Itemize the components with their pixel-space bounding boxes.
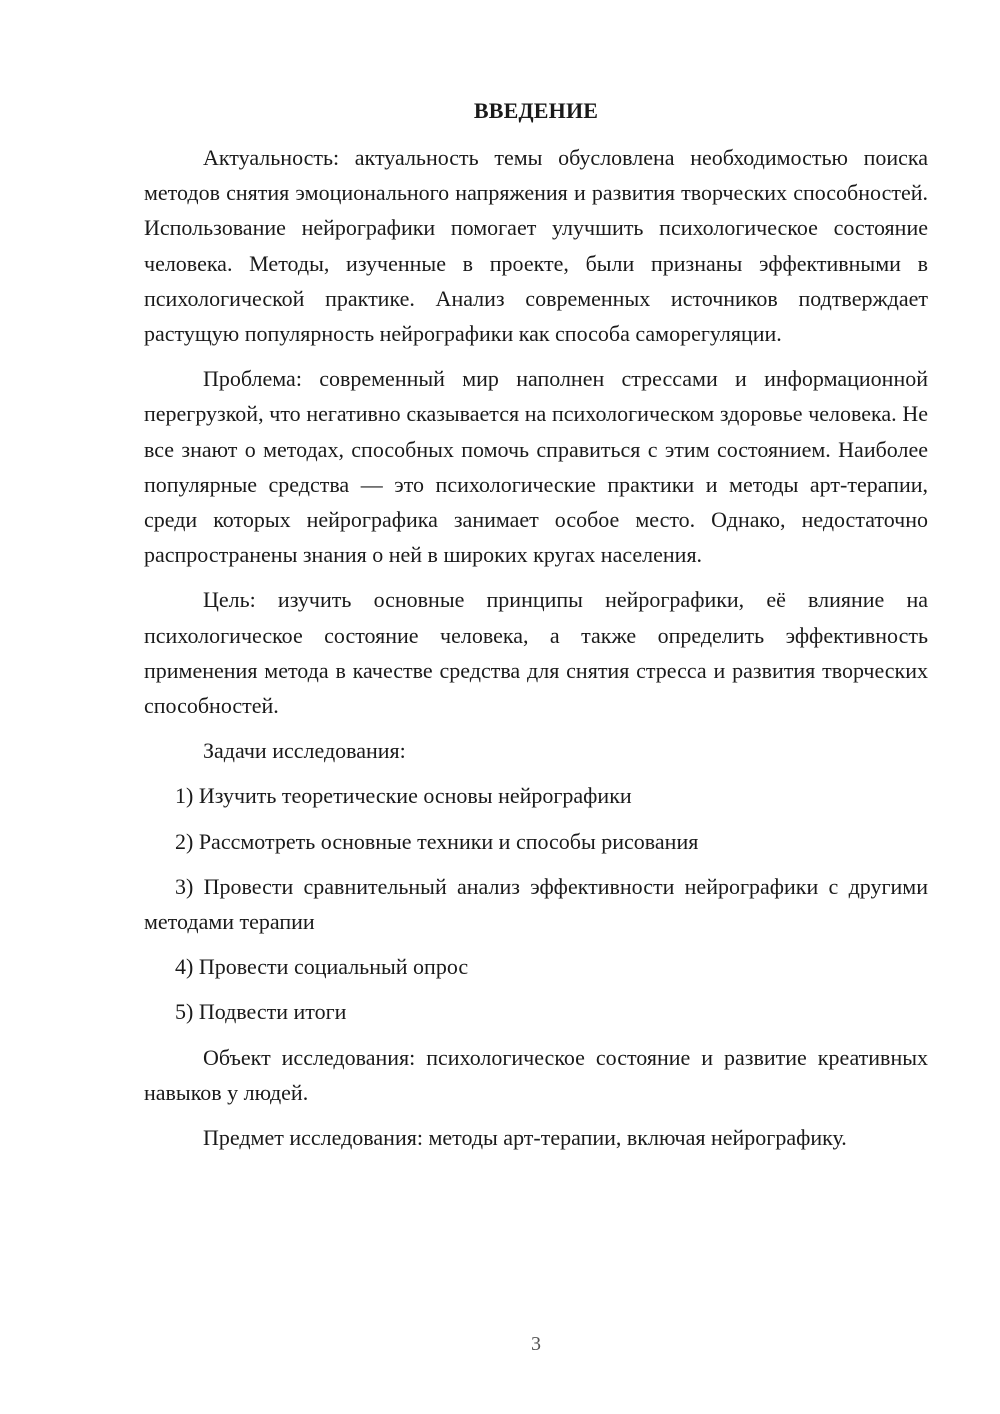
paragraph-relevance: Актуальность: актуальность темы обусловлена необходимостью поиска методов снятия эмоционального напряжения и развития творческих способностей. Использование нейрографики помогает улучшить психологическое состояние человека. Методы, изученные в проекте, были признаны эффективными в психологической практике. Анализ современных источников подтверждает растущую популярность нейрографики как способа саморегуляции. (144, 145, 928, 347)
paragraph-problem: Проблема: современный мир наполнен стрессами и информационной перегрузкой, что негативно сказывается на психологическом здоровье человека. Не все знают о методах, способных помочь справиться с этим состоянием. Наиболее популярные средства — это психологические практики и методы арт-терапии, среди которых нейрографика занимает особое место. Однако, недостаточно распространены знания о ней в широких кругах населения. (144, 366, 928, 568)
task-item-5: 5) Подвести итоги (175, 999, 347, 1025)
task-item-3: 3) Провести сравнительный анализ эффективности нейрографики с другими методами терапии (144, 873, 928, 935)
paragraph-object: Объект исследования: психологическое состояние и развитие креативных навыков у людей. (144, 1044, 928, 1105)
document-page (144, 96, 928, 1165)
paragraph-subject: Предмет исследования: методы арт-терапии, включая нейрографику. (203, 1125, 847, 1151)
section-title: ВВЕДЕНИЕ (473, 98, 599, 123)
page-number: 3 (531, 1333, 541, 1355)
task-item-1: 1) Изучить теоретические основы нейрографики (175, 783, 632, 809)
task-item-4: 4) Провести социальный опрос (175, 954, 469, 980)
paragraph-goal: Цель: изучить основные принципы нейрографики, её влияние на психологическое состояние человека, а также определить эффективность применения метода в качестве средства для снятия стресса и развития творческих способностей. (144, 587, 928, 719)
task-item-2: 2) Рассмотреть основные техники и способы рисования (175, 828, 699, 854)
tasks-heading: Задачи исследования: (203, 738, 406, 764)
